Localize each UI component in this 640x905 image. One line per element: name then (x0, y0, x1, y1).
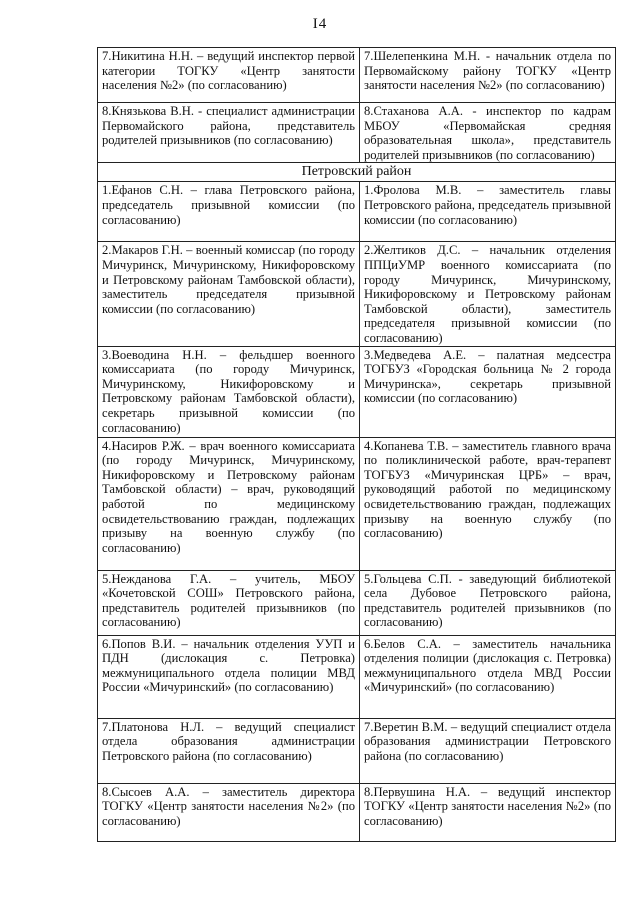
member-cell: 8.Князькова В.Н. - специалист администрации Первомайского района, представитель родителей призывников (по согласованию) (98, 103, 360, 163)
deputy-cell: 3.Медведева А.Е. – палатная медсестра ТОГБУЗ «Городская больница № 2 города Мичуринска», секретарь призывной комиссии (по согласованию) (360, 346, 616, 437)
table-row (98, 635, 616, 718)
deputy-cell: 5.Гольцева С.П. - заведующий библиотекой села Дубовое Петровского района, представитель родителей призывников (по согласованию) (360, 570, 616, 635)
page-number: I4 (312, 16, 328, 32)
member-cell: 6.Попов В.И. – начальник отделения УУП и ПДН (дислокация с. Петровка) межмуниципального отдела полиции МВД России «Мичуринский» (по согласованию) (98, 635, 360, 718)
table-row (98, 242, 616, 346)
table-row (98, 783, 616, 841)
member-cell: 7.Платонова Н.Л. – ведущий специалист отдела образования администрации Петровского района (по согласованию) (98, 718, 360, 783)
member-cell: 1.Ефанов С.Н. – глава Петровского района, председатель призывной комиссии (по согласованию) (98, 182, 360, 242)
member-cell: 5.Нежданова Г.А. – учитель, МБОУ «Кочетовской СОШ» Петровского района, представитель родителей призывников (по согласованию) (98, 570, 360, 635)
table-row (98, 182, 616, 242)
deputy-cell: 2.Желтиков Д.С. – начальник отделения ППЦиУМР военного комиссариата (по городу Мичуринск, Мичуринскому, Никифоровскому и Петровскому районам Тамбовской области), заместитель председателя призывной комиссии (по согласованию) (360, 242, 616, 346)
member-cell: 3.Воеводина Н.Н. – фельдшер военного комиссариата (по городу Мичуринск, Мичуринскому, Никифоровскому и Петровскому районам Тамбовской области), секретарь призывной комиссии (по согласованию) (98, 346, 360, 437)
deputy-cell: 8.Стаханова А.А. - инспектор по кадрам МБОУ «Первомайская средняя образовательная школа», представитель родителей призывников (по согласованию) (360, 103, 616, 163)
table-row (98, 437, 616, 570)
section-title: Петровский район (98, 163, 616, 182)
deputy-cell: 6.Белов С.А. – заместитель начальника отделения полиции (дислокация с. Петровка) межмуниципального отдела МВД России «Мичуринский» (по согласованию) (360, 635, 616, 718)
deputy-cell: 8.Первушина Н.А. – ведущий инспектор ТОГКУ «Центр занятости населения №2» (по согласованию) (360, 783, 616, 841)
section-header-row (98, 163, 616, 182)
table-row (98, 718, 616, 783)
member-cell: 8.Сысоев А.А. – заместитель директора ТОГКУ «Центр занятости населения №2» (по согласованию) (98, 783, 360, 841)
table-row (98, 103, 616, 163)
member-cell: 2.Макаров Г.Н. – военный комиссар (по городу Мичуринск, Мичуринскому, Никифоровскому и Петровскому районам Тамбовской области), заместитель председателя призывной комиссии (по согласованию) (98, 242, 360, 346)
table-row (98, 346, 616, 437)
deputy-cell: 7.Шелепенкина М.Н. - начальник отдела по Первомайскому району ТОГКУ «Центр занятости населения №2» (по согласованию) (360, 48, 616, 103)
table-row (98, 570, 616, 635)
member-cell: 4.Насиров Р.Ж. – врач военного комиссариата (по городу Мичуринск, Мичуринскому, Никифоровскому и Петровскому районам Тамбовской области) – врач, руководящий работой по медицинскому освидетельствованию граждан, подлежащих призыву на военную службу (по согласованию) (98, 437, 360, 570)
member-cell: 7.Никитина Н.Н. – ведущий инспектор первой категории ТОГКУ «Центр занятости населения №2» (по согласованию) (98, 48, 360, 103)
deputy-cell: 4.Копанева Т.В. – заместитель главного врача по поликлинической работе, врач-терапевт ТОГБУЗ «Мичуринская ЦРБ» – врач, руководящий работой по медицинскому освидетельствованию граждан, подлежащих призыву на военную службу (по согласованию) (360, 437, 616, 570)
deputy-cell: 7.Веретин В.М. – ведущий специалист отдела образования администрации Петровского района (по согласованию) (360, 718, 616, 783)
deputy-cell: 1.Фролова М.В. – заместитель главы Петровского района, председатель призывной комиссии (по согласованию) (360, 182, 616, 242)
commission-table (97, 47, 616, 842)
table-row (98, 48, 616, 103)
